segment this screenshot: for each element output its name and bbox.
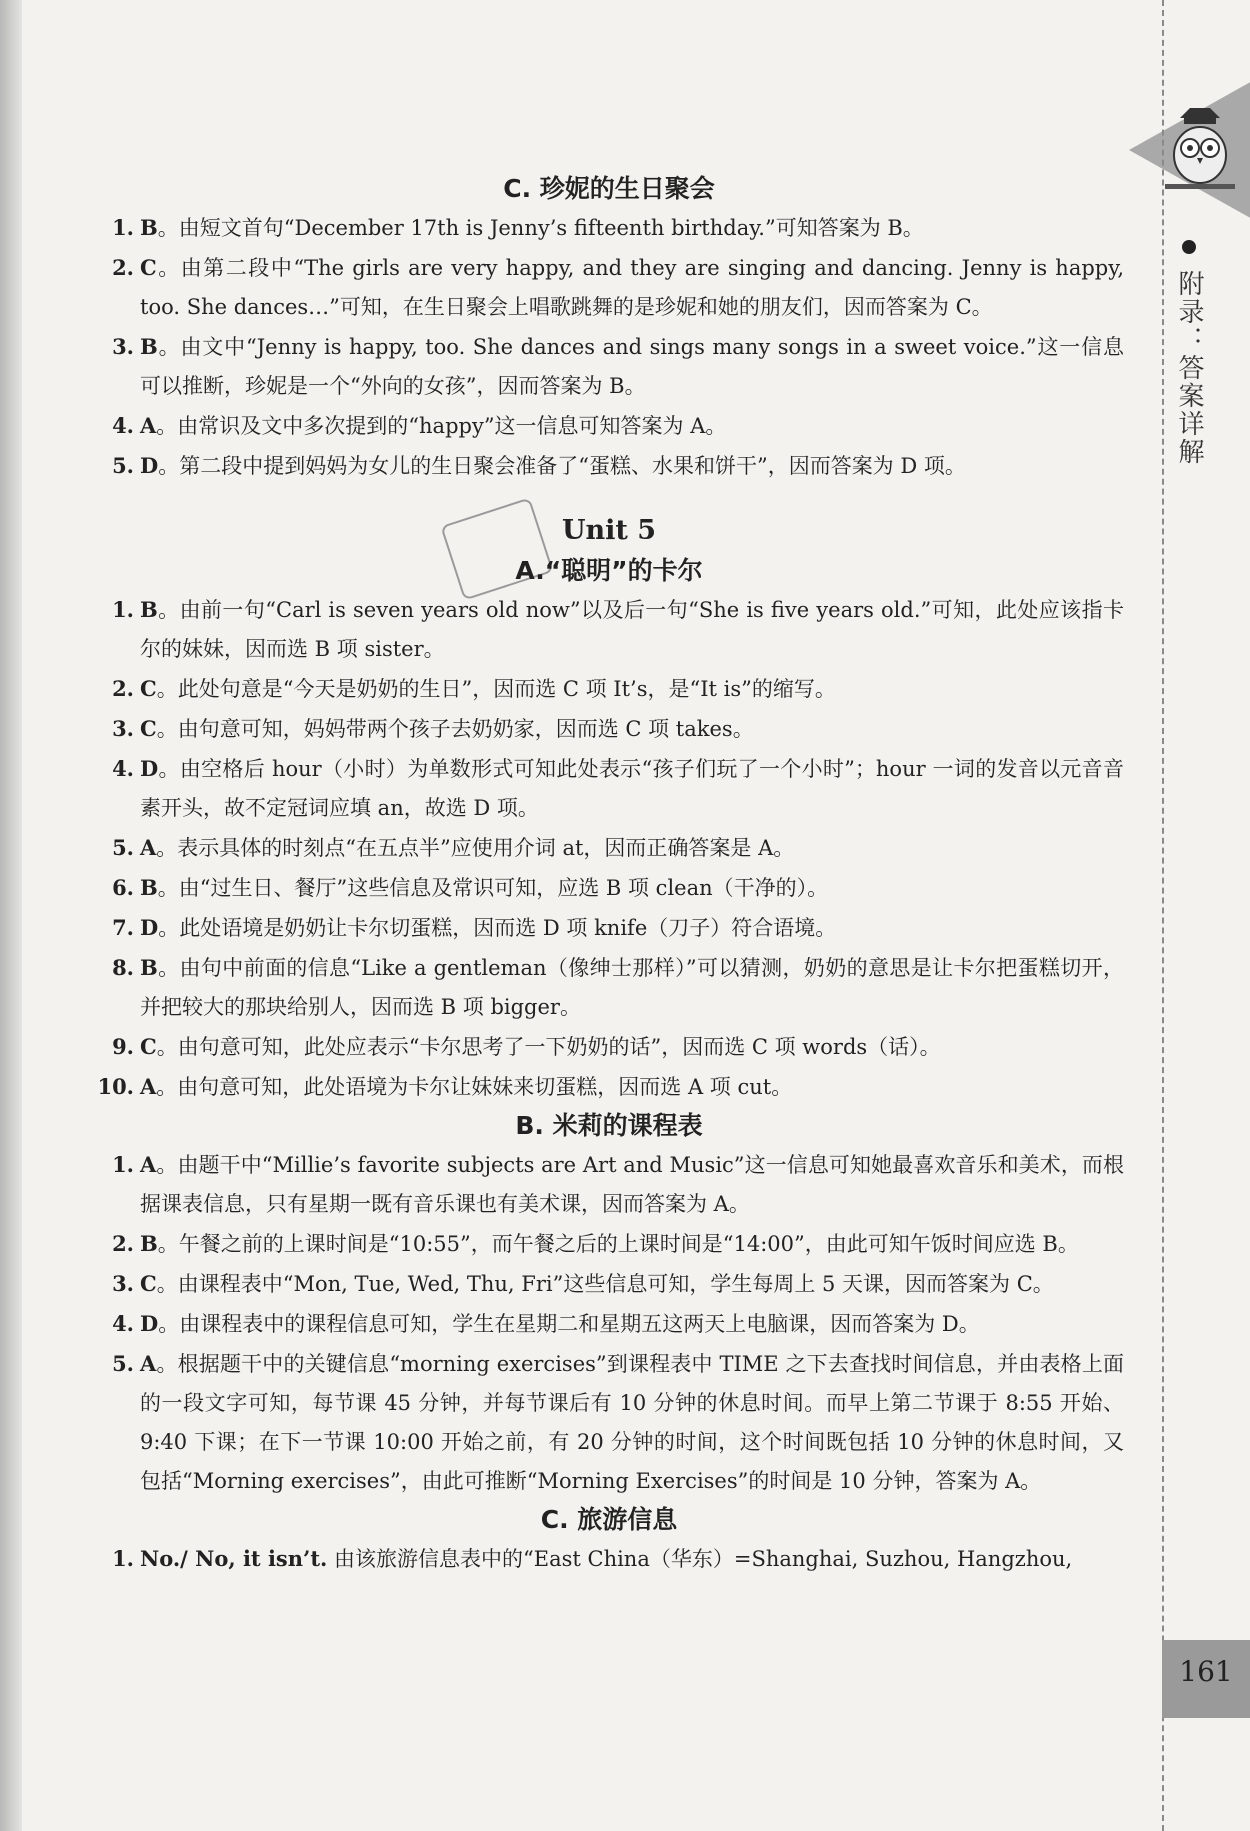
item-number: 2. [112, 1231, 134, 1256]
explanation-text: 。由第二段中“The girls are very happy, and they are singing and dancing. Jenny is happy, too. She dances…”可知，在生日聚会上唱歌跳舞的是珍妮和她的朋友们，因而答案为 C。 [140, 256, 1124, 319]
item-body [140, 1264, 1124, 1304]
answer-letter: B [140, 597, 158, 622]
explanation-text: 。午餐之前的上课时间是“10:55”，而午餐之后的上课时间是“14:00”，由此可知午饭时间应选 B。 [157, 1232, 1079, 1256]
item-number: 8. [112, 955, 134, 980]
answer-letter: D [140, 915, 159, 940]
item-number: 10. [97, 1074, 134, 1099]
answer-item [94, 208, 1124, 248]
explanation-text: 。根据题干中的关键信息“morning exercises”到课程表中 TIME 之下去查找时间信息，并由表格上面的一段文字可知，每节课 45 分钟，并每节课后有 10 分钟的休息时间。而早上第二节课于 8:55 开始、9:40 下课；在下一节课 10:00 开始之前，有 20 分钟的时间，这个时间既包括 10 分钟的休息时间，又包括“Morning exercises”，由此可推断“Morning Exercises”的时间是 10 分钟，答案为 A。 [140, 1352, 1124, 1493]
answer-content [94, 170, 1124, 1579]
explanation-text: 。由句意可知，此处语境为卡尔让妹妹来切蛋糕，因而选 A 项 cut。 [156, 1075, 793, 1099]
answer-letter: A [140, 1074, 157, 1099]
answer-item [94, 1145, 1124, 1224]
answer-item [94, 590, 1124, 669]
item-number: 3. [112, 716, 134, 741]
answer-letter: No./ No, it isn’t. [140, 1546, 328, 1571]
answer-letter: A [140, 1351, 157, 1376]
item-body [140, 590, 1124, 669]
explanation-text: 。由课程表中的课程信息可知，学生在星期二和星期五这两天上电脑课，因而答案为 D。 [158, 1312, 980, 1336]
item-number: 4. [112, 1311, 134, 1336]
answer-letter: D [140, 756, 159, 781]
explanation-text: 。第二段中提到妈妈为女儿的生日聚会准备了“蛋糕、水果和饼干”，因而答案为 D 项。 [158, 454, 966, 478]
answer-letter: B [140, 215, 158, 240]
answer-letter: C [140, 716, 157, 741]
answer-letter: B [140, 1231, 158, 1256]
item-body [140, 406, 1124, 446]
item-number: 3. [112, 334, 134, 359]
answer-item [94, 406, 1124, 446]
item-number: 5. [112, 835, 134, 860]
answer-letter: B [140, 955, 158, 980]
answer-item [94, 1264, 1124, 1304]
bullet-dot-icon [1182, 240, 1196, 254]
item-body [140, 749, 1124, 828]
explanation-text: 。由课程表中“Mon, Tue, Wed, Thu, Fri”这些信息可知，学生每周上 5 天课，因而答案为 C。 [156, 1272, 1054, 1296]
item-body [140, 1027, 1124, 1067]
item-body [140, 1145, 1124, 1224]
item-body [140, 1224, 1124, 1264]
answer-letter: B [140, 334, 158, 359]
explanation-text: 。此处句意是“今天是奶奶的生日”，因而选 C 项 It’s，是“It is”的缩写。 [156, 677, 836, 701]
item-body [140, 948, 1124, 1027]
answer-letter: C [140, 255, 157, 280]
answer-item [94, 248, 1124, 327]
explanation-text: 由该旅游信息表中的“East China（华东）=Shanghai, Suzhou, Hangzhou, [327, 1547, 1073, 1571]
item-number: 7. [112, 915, 134, 940]
answer-item [94, 948, 1124, 1027]
answer-item [94, 327, 1124, 406]
appendix-side-label [1172, 240, 1208, 466]
answer-letter: C [140, 1271, 157, 1296]
item-number: 1. [112, 1152, 134, 1177]
section-heading: C. 旅游信息 [540, 1505, 678, 1534]
item-number: 4. [112, 756, 134, 781]
item-body [140, 1539, 1124, 1579]
explanation-text: 。由常识及文中多次提到的“happy”这一信息可知答案为 A。 [156, 414, 727, 438]
book-page [22, 0, 1250, 1831]
item-number: 2. [112, 255, 134, 280]
item-number: 1. [112, 597, 134, 622]
item-body [140, 868, 1124, 908]
answer-item [94, 908, 1124, 948]
margin-dashed-rule [1162, 0, 1164, 1831]
answer-letter: A [140, 835, 157, 860]
section-heading: C. 珍妮的生日聚会 [503, 174, 715, 203]
item-number: 1. [112, 1546, 134, 1571]
answer-item [94, 1344, 1124, 1501]
answer-item [94, 1304, 1124, 1344]
explanation-text: 。由“过生日、餐厅”这些信息及常识可知，应选 B 项 clean（干净的）。 [157, 876, 829, 900]
answer-letter: C [140, 1034, 157, 1059]
item-body [140, 709, 1124, 749]
answer-letter: A [140, 1152, 157, 1177]
answer-item [94, 446, 1124, 486]
item-body [140, 908, 1124, 948]
unit-title: Unit 5 [561, 515, 657, 546]
side-label-text: 附录：答案详解 [1174, 270, 1204, 467]
item-body [140, 1067, 1124, 1107]
item-number: 3. [112, 1271, 134, 1296]
item-body [140, 327, 1124, 406]
answer-item [94, 868, 1124, 908]
explanation-text: 。表示具体的时刻点“在五点半”应使用介词 at，因而正确答案是 A。 [156, 836, 795, 860]
item-number: 4. [112, 413, 134, 438]
answer-letter: D [140, 1311, 159, 1336]
explanation-text: 。由题干中“Millie’s favorite subjects are Art and Music”这一信息可知她最喜欢音乐和美术，而根据课表信息，只有星期一既有音乐课也有美术课，因而答案为 A。 [140, 1153, 1124, 1216]
answer-letter: A [140, 413, 157, 438]
answer-item [94, 1539, 1124, 1579]
explanation-text: 。由句意可知，妈妈带两个孩子去奶奶家，因而选 C 项 takes。 [156, 717, 754, 741]
item-body [140, 669, 1124, 709]
answer-item [94, 749, 1124, 828]
explanation-text: 。由句意可知，此处应表示“卡尔思考了一下奶奶的话”，因而选 C 项 words（话）。 [156, 1035, 941, 1059]
explanation-text: 。由文中“Jenny is happy, too. She dances and sings many songs in a sweet voice.”这一信息可以推断，珍妮是一个“外向的女孩”，因而答案为 B。 [140, 335, 1124, 398]
answer-letter: C [140, 676, 157, 701]
answer-item [94, 1067, 1124, 1107]
explanation-text: 。由空格后 hour（小时）为单数形式可知此处表示“孩子们玩了一个小时”；hour 一词的发音以元音音素开头，故不定冠词应填 an，故选 D 项。 [140, 757, 1124, 820]
item-number: 9. [112, 1034, 134, 1059]
explanation-text: 。此处语境是奶奶让卡尔切蛋糕，因而选 D 项 knife（刀子）符合语境。 [158, 916, 837, 940]
answer-item [94, 1224, 1124, 1264]
explanation-text: 。由句中前面的信息“Like a gentleman（像绅士那样）”可以猜测，奶奶的意思是让卡尔把蛋糕切开，并把较大的那块给别人，因而选 B 项 bigger。 [140, 956, 1124, 1019]
item-number: 5. [112, 1351, 134, 1376]
item-body [140, 248, 1124, 327]
item-body [140, 208, 1124, 248]
item-body [140, 1344, 1124, 1501]
section-heading: B. 米莉的课程表 [515, 1111, 703, 1140]
item-number: 5. [112, 453, 134, 478]
section-heading: A.“聪明”的卡尔 [515, 556, 703, 585]
answer-item [94, 669, 1124, 709]
answer-letter: D [140, 453, 159, 478]
item-number: 6. [112, 875, 134, 900]
book-spine-shadow [0, 0, 22, 1831]
item-number: 2. [112, 676, 134, 701]
item-body [140, 1304, 1124, 1344]
owl-scholar-icon [1150, 100, 1250, 200]
answer-item [94, 1027, 1124, 1067]
answer-letter: B [140, 875, 158, 900]
item-body [140, 446, 1124, 486]
item-number: 1. [112, 215, 134, 240]
explanation-text: 。由短文首句“December 17th is Jenny’s fifteenth birthday.”可知答案为 B。 [157, 216, 924, 240]
explanation-text: 。由前一句“Carl is seven years old now”以及后一句“She is five years old.”可知，此处应该指卡尔的妹妹，因而选 B 项 sister。 [140, 598, 1124, 661]
answer-item [94, 828, 1124, 868]
item-body [140, 828, 1124, 868]
page-number: 161 [1179, 1655, 1233, 1688]
answer-item [94, 709, 1124, 749]
